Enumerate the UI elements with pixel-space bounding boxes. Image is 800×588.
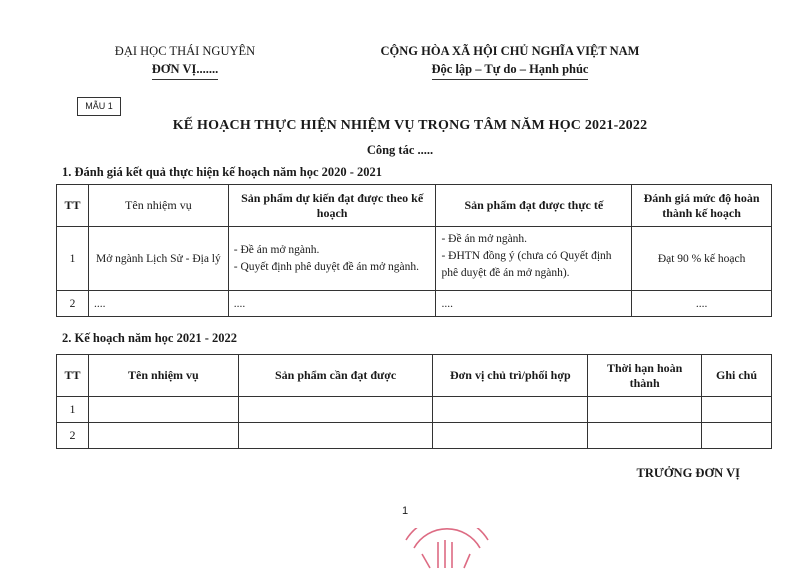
actual-products: .... <box>436 291 632 317</box>
empty-cell <box>702 397 772 423</box>
section-2-heading: 2. Kế hoạch năm học 2021 - 2022 <box>62 331 237 345</box>
plan-table <box>56 354 772 449</box>
col-header: Sản phẩm đạt được thực tế <box>436 185 632 227</box>
document-title: KẾ HOẠCH THỰC HIỆN NHIỆM VỤ TRỌNG TÂM NĂM HỌC 2021-2022 <box>172 118 648 133</box>
col-header: Ghi chú <box>702 355 772 397</box>
list-item: - Đề án mở ngành. <box>441 233 528 245</box>
table-row <box>57 423 772 449</box>
list-item: - ĐHTN đồng ý (chưa có Quyết định phê duyệt đề án mở ngành). <box>441 250 612 279</box>
document-subtitle: Công tác ..... <box>366 143 434 157</box>
table-header-row <box>57 185 772 227</box>
empty-cell <box>88 423 238 449</box>
list-item: - Đề án mở ngành. <box>233 243 320 256</box>
university-name: ĐẠI HỌC THÁI NGUYÊN <box>114 44 256 58</box>
col-header: Thời hạn hoàn thành <box>588 355 702 397</box>
col-header: Đơn vị chủ trì/phối hợp <box>433 355 588 397</box>
col-header: Sản phẩm dự kiến đạt được theo kế hoạch <box>228 185 436 227</box>
evaluation-value: Đạt 90 % kế hoạch <box>632 227 772 291</box>
table-row <box>57 227 772 291</box>
issuer-block <box>95 42 275 80</box>
task-name: Mở ngành Lịch Sử - Địa lý <box>88 227 228 291</box>
table-row <box>57 291 772 317</box>
page-number: 1 <box>401 505 409 517</box>
col-header: Sản phẩm cần đạt được <box>238 355 433 397</box>
table-row <box>57 397 772 423</box>
task-name: .... <box>88 291 228 317</box>
national-motto: Độc lập – Tự do – Hạnh phúc <box>365 60 655 80</box>
row-number: 2 <box>57 423 89 449</box>
table-header-row <box>57 355 772 397</box>
row-number: 2 <box>57 291 89 317</box>
evaluation-value: .... <box>632 291 772 317</box>
empty-cell <box>702 423 772 449</box>
col-header: TT <box>57 185 89 227</box>
empty-cell <box>433 397 588 423</box>
stamp-seal-icon <box>392 528 502 588</box>
empty-cell <box>433 423 588 449</box>
expected-products: .... <box>228 291 436 317</box>
col-header: TT <box>57 355 89 397</box>
national-header <box>365 42 655 80</box>
row-number: 1 <box>57 397 89 423</box>
row-number: 1 <box>57 227 89 291</box>
empty-cell <box>238 423 433 449</box>
section-1-heading: 1. Đánh giá kết quả thực hiện kế hoạch năm học 2020 - 2021 <box>62 165 383 179</box>
evaluation-table <box>56 184 772 317</box>
col-header: Đánh giá mức độ hoàn thành kế hoạch <box>632 185 772 227</box>
empty-cell <box>238 397 433 423</box>
empty-cell <box>588 397 702 423</box>
col-header: Tên nhiệm vụ <box>88 185 228 227</box>
actual-products <box>436 227 632 291</box>
list-item: - Quyết định phê duyệt đề án mở ngành. <box>233 260 420 273</box>
col-header: Tên nhiệm vụ <box>88 355 238 397</box>
empty-cell <box>588 423 702 449</box>
form-label: MẪU 1 <box>77 97 121 116</box>
country-name: CỘNG HÒA XÃ HỘI CHỦ NGHĨA VIỆT NAM <box>380 44 640 58</box>
signature-title: TRƯỞNG ĐƠN VỊ <box>636 466 740 480</box>
unit-name: ĐƠN VỊ....... <box>95 60 275 80</box>
expected-products <box>228 227 436 291</box>
empty-cell <box>88 397 238 423</box>
